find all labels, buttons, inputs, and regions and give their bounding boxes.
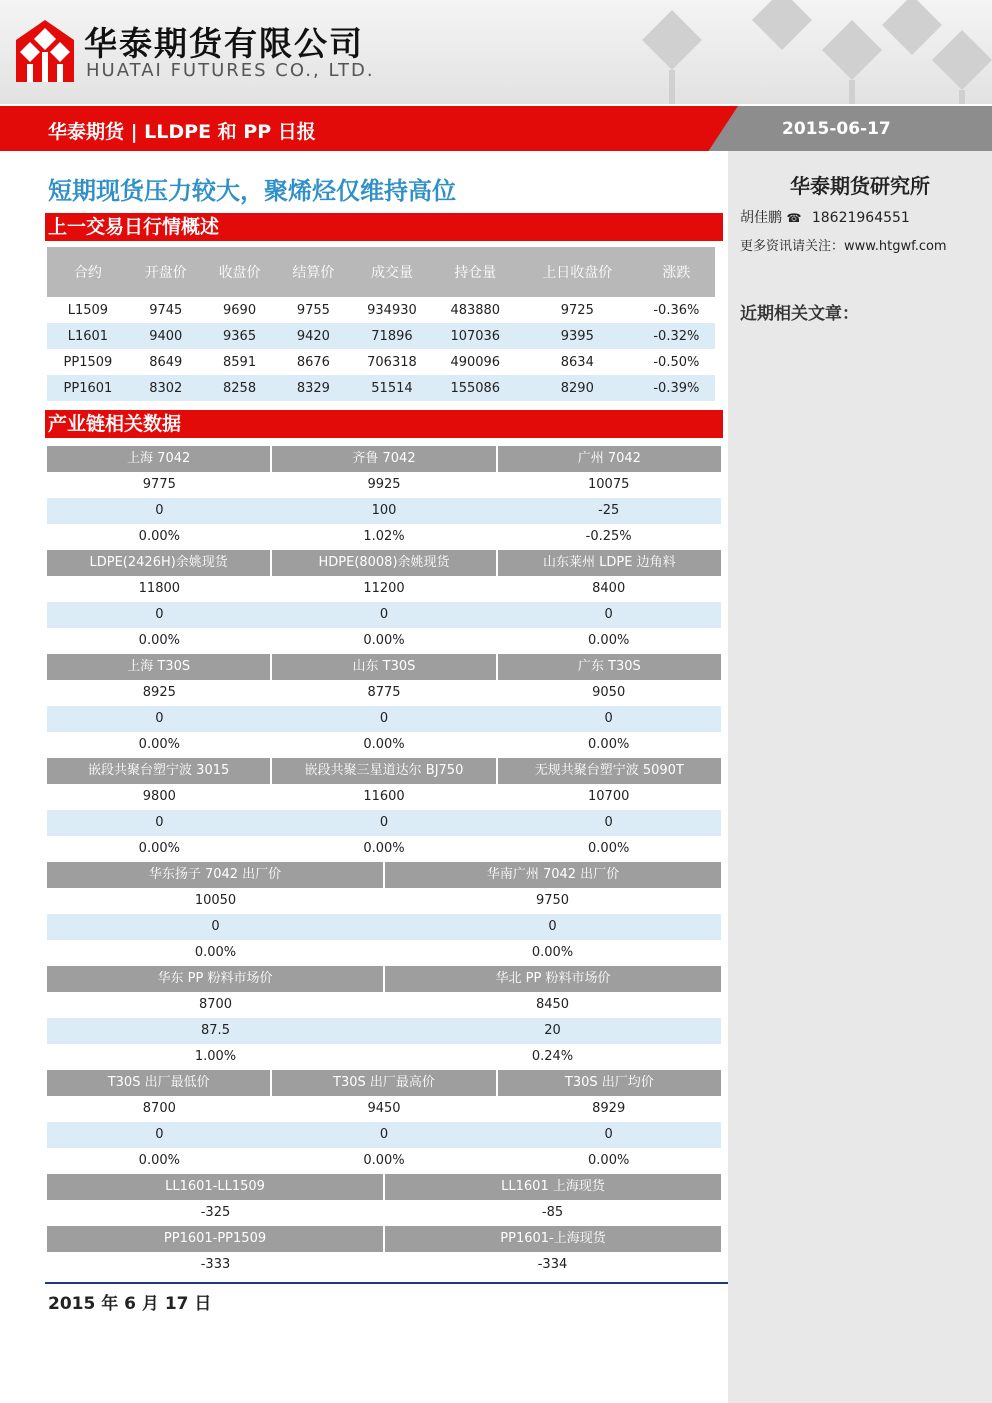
telephone-icon: ☎: [786, 211, 802, 225]
chain-data-block: [47, 1070, 721, 1174]
chain-col-header: 山东莱州 LDPE 边角料: [496, 550, 721, 576]
market-col-header: 持仓量: [434, 247, 517, 297]
market-col-header: 成交量: [350, 247, 433, 297]
market-cell: 8302: [129, 375, 203, 401]
chain-header-row: [47, 758, 721, 784]
market-cell: 8649: [149, 354, 183, 370]
chain-cell: -333: [200, 1257, 231, 1272]
chain-col-header: 华东 PP 粉料市场价: [157, 971, 273, 986]
market-cell: 490096: [450, 354, 501, 370]
chain-cell: 0: [604, 815, 613, 830]
report-banner-title: 华泰期货 | LLDPE 和 PP 日报: [48, 121, 316, 143]
chain-header-row: [47, 1070, 721, 1096]
chain-data-block: [47, 654, 721, 758]
table-row: [47, 732, 721, 758]
chain-cell: 8450: [535, 997, 570, 1012]
market-col-header: 上日收盘价: [517, 247, 638, 297]
chain-cell: 8400: [592, 581, 626, 596]
table-row: [47, 992, 721, 1018]
chain-header-row: [47, 550, 721, 576]
market-cell: 8676: [296, 354, 330, 370]
table-row: [47, 940, 721, 966]
chain-col-header: T30S 出厂均价: [496, 1070, 721, 1096]
company-name-cn: 华泰期货有限公司: [84, 24, 364, 63]
chain-cell: 10075: [588, 477, 630, 492]
market-cell: 483880: [450, 302, 501, 318]
chain-cell: 0.00%: [588, 633, 630, 648]
page-header: [0, 0, 992, 104]
chain-cell: 9750: [535, 893, 570, 908]
chain-cell: 10050: [194, 893, 237, 908]
chain-cell: 1.02%: [363, 529, 405, 544]
market-col-header: 结算价: [276, 247, 350, 297]
table-row: [47, 1096, 721, 1122]
chain-cell: 1.00%: [194, 1049, 237, 1064]
chain-cell: 0.00%: [138, 1153, 180, 1168]
chain-col-header: 华北 PP 粉料市场价: [383, 966, 721, 992]
market-cell: 706318: [367, 354, 417, 370]
related-articles-label: 近期相关文章：: [740, 304, 859, 324]
market-col-header: 开盘价: [129, 247, 203, 297]
chain-col-header: T30S 出厂最低价: [107, 1075, 210, 1090]
website-info: [740, 235, 947, 254]
huatai-logo-icon: [16, 20, 74, 82]
table-row: [47, 375, 715, 401]
chain-cell: -325: [200, 1205, 231, 1220]
table-row: [47, 914, 721, 940]
chain-cell: 11600: [363, 789, 405, 804]
market-cell: 155086: [434, 375, 517, 401]
table-row: [47, 1122, 721, 1148]
table-row: [47, 1252, 721, 1278]
chain-col-header: 嵌段共聚三星道达尔 BJ750: [270, 758, 495, 784]
chain-cell: 9925: [367, 477, 401, 492]
market-cell: 107036: [434, 323, 517, 349]
chain-data-block: [47, 550, 721, 654]
market-cell: 9755: [296, 302, 330, 318]
chain-cell: 0: [379, 711, 389, 726]
market-cell: -0.32%: [638, 323, 715, 349]
table-row: [47, 1044, 721, 1070]
chain-cell: 9050: [592, 685, 626, 700]
market-table: [47, 247, 715, 401]
chain-col-header: 华东扬子 7042 出厂价: [148, 867, 282, 882]
market-cell: 8290: [517, 375, 638, 401]
chain-cell: -85: [541, 1205, 564, 1220]
market-cell: -0.39%: [638, 375, 715, 401]
market-cell: 9420: [276, 323, 350, 349]
table-row: [47, 706, 721, 732]
market-cell: 9400: [129, 323, 203, 349]
market-cell: 71896: [350, 323, 433, 349]
chain-cell: -334: [537, 1257, 568, 1272]
chain-cell: 8929: [592, 1101, 626, 1116]
chain-col-header: LL1601 上海现货: [383, 1174, 721, 1200]
market-cell: 8329: [276, 375, 350, 401]
market-cell: 8591: [223, 354, 257, 370]
section-header-chain: 产业链相关数据: [45, 410, 723, 438]
author-phone: 18621964551: [811, 210, 910, 226]
table-row: [47, 810, 721, 836]
chain-cell: 0: [604, 607, 613, 622]
chain-cell: 9775: [142, 477, 176, 492]
chain-cell: 0.00%: [194, 945, 237, 960]
chain-cell: 9800: [142, 789, 176, 804]
chain-col-header: HDPE(8008)余姚现货: [270, 550, 495, 576]
chain-cell: 0: [604, 1127, 613, 1142]
chain-col-header: LL1601-LL1509: [165, 1179, 265, 1194]
chain-cell: 9450: [367, 1101, 401, 1116]
chain-cell: 0: [155, 711, 164, 726]
chain-col-header: 齐鲁 7042: [270, 446, 495, 472]
chain-cell: 8775: [367, 685, 401, 700]
chain-cell: 10700: [588, 789, 630, 804]
section-header-market: 上一交易日行情概述: [45, 213, 723, 241]
chain-col-header: 广东 T30S: [496, 654, 721, 680]
market-col-header: 合约: [47, 247, 129, 297]
website-label: 更多资讯请关注：: [740, 239, 845, 254]
chain-header-row: [47, 446, 721, 472]
table-row: [47, 1018, 721, 1044]
chain-header-row: [47, 654, 721, 680]
table-row: [47, 628, 721, 654]
market-cell: 9365: [203, 323, 277, 349]
market-cell: 8258: [203, 375, 277, 401]
chain-data-block: [47, 446, 721, 550]
chain-cell: 0.00%: [138, 529, 180, 544]
chain-data-block: [47, 1226, 721, 1278]
author-name: 胡佳鹏: [740, 210, 782, 226]
chain-cell: 0: [379, 815, 389, 830]
chain-data-block: [47, 862, 721, 966]
chain-cell: 0.00%: [588, 737, 630, 752]
chain-header-row: [47, 966, 721, 992]
chain-data-block: [47, 758, 721, 862]
chain-header-row: [47, 1226, 721, 1252]
chain-cell: 0.00%: [363, 737, 405, 752]
market-cell: 51514: [350, 375, 433, 401]
chain-cell: 8700: [198, 997, 233, 1012]
chain-cell: 0.00%: [588, 841, 630, 856]
table-row: [47, 602, 721, 628]
header-decoration: [552, 0, 992, 104]
footer-divider: [45, 1282, 728, 1284]
chain-col-header: T30S 出厂最高价: [270, 1070, 495, 1096]
chain-cell: 0: [379, 607, 389, 622]
table-row: [47, 680, 721, 706]
chain-col-header: 华南广州 7042 出厂价: [383, 862, 721, 888]
chain-cell: 0.00%: [138, 737, 180, 752]
table-row: [47, 784, 721, 810]
chain-cell: 8700: [142, 1101, 176, 1116]
table-row: [47, 297, 715, 323]
chain-cell: 0: [155, 1127, 164, 1142]
table-row: [47, 472, 721, 498]
chain-cell: 0.00%: [138, 841, 180, 856]
sidebar-title: 华泰期货研究所: [790, 174, 930, 198]
chain-cell: 0: [155, 503, 164, 518]
table-row: [47, 524, 721, 550]
chain-col-header: LDPE(2426H)余姚现货: [89, 555, 228, 570]
market-cell: L1509: [67, 302, 109, 318]
chain-data-block: [47, 966, 721, 1070]
market-cell: -0.36%: [653, 302, 700, 318]
chain-cell: 0: [155, 607, 164, 622]
chain-cell: 0: [379, 1127, 389, 1142]
table-row: [47, 349, 715, 375]
chain-col-header: 无规共聚台塑宁波 5090T: [496, 758, 721, 784]
chain-col-header: 嵌段共聚台塑宁波 3015: [88, 763, 230, 778]
chain-cell: 0.00%: [363, 1153, 405, 1168]
chain-cell: 0: [155, 815, 164, 830]
chain-cell: 8925: [142, 685, 176, 700]
chain-cell: 0: [604, 711, 613, 726]
chain-col-header: PP1601-上海现货: [383, 1226, 721, 1252]
market-cell: 9745: [149, 302, 183, 318]
chain-col-header: 上海 T30S: [127, 659, 191, 674]
chain-col-header: 山东 T30S: [270, 654, 495, 680]
chain-cell: 0.00%: [531, 945, 574, 960]
market-col-header: 涨跌: [638, 247, 715, 297]
chain-cell: 100: [371, 503, 397, 518]
chain-cell: 0.24%: [531, 1049, 574, 1064]
footer-date: 2015 年 6 月 17 日: [48, 1294, 212, 1314]
market-cell: 8634: [560, 354, 594, 370]
chain-cell: -0.25%: [585, 529, 632, 544]
page-title: 短期现货压力较大，聚烯烃仅维持高位: [48, 177, 456, 205]
author-info: [740, 207, 910, 227]
market-cell: 9395: [517, 323, 638, 349]
chain-cell: 0.00%: [363, 841, 405, 856]
chain-cell: 0.00%: [588, 1153, 630, 1168]
market-cell: L1601: [47, 323, 129, 349]
table-row: [47, 1148, 721, 1174]
market-cell: -0.50%: [653, 354, 700, 370]
market-cell: PP1509: [63, 354, 113, 370]
report-date: 2015-06-17: [782, 119, 891, 139]
chain-cell: 0.00%: [138, 633, 180, 648]
table-row: [47, 498, 721, 524]
sidebar: [728, 151, 992, 1403]
chain-cell: 87.5: [201, 1023, 230, 1038]
table-row: [47, 888, 721, 914]
chain-col-header: 上海 7042: [127, 451, 191, 466]
website-link[interactable]: www.htgwf.com: [844, 239, 947, 254]
market-cell: 9690: [223, 302, 257, 318]
chain-header-row: [47, 862, 721, 888]
market-cell: PP1601: [47, 375, 129, 401]
chain-cell: 11800: [138, 581, 181, 596]
chain-cell: 20: [544, 1023, 561, 1038]
chain-cell: 0: [548, 919, 557, 934]
company-name-en: HUATAI FUTURES CO., LTD.: [86, 60, 375, 81]
chain-header-row: [47, 1174, 721, 1200]
table-row: [47, 323, 715, 349]
chain-col-header: 广州 7042: [496, 446, 721, 472]
chain-col-header: PP1601-PP1509: [163, 1231, 267, 1246]
market-cell: 934930: [367, 302, 417, 318]
market-cell: 9725: [560, 302, 594, 318]
chain-data-block: [47, 1174, 721, 1226]
table-row: [47, 1200, 721, 1226]
market-col-header: 收盘价: [203, 247, 277, 297]
table-row: [47, 576, 721, 602]
chain-cell: 0: [211, 919, 220, 934]
chain-cell: -25: [598, 503, 620, 518]
chain-cell: 0.00%: [363, 633, 405, 648]
table-row: [47, 836, 721, 862]
chain-cell: 11200: [363, 581, 405, 596]
